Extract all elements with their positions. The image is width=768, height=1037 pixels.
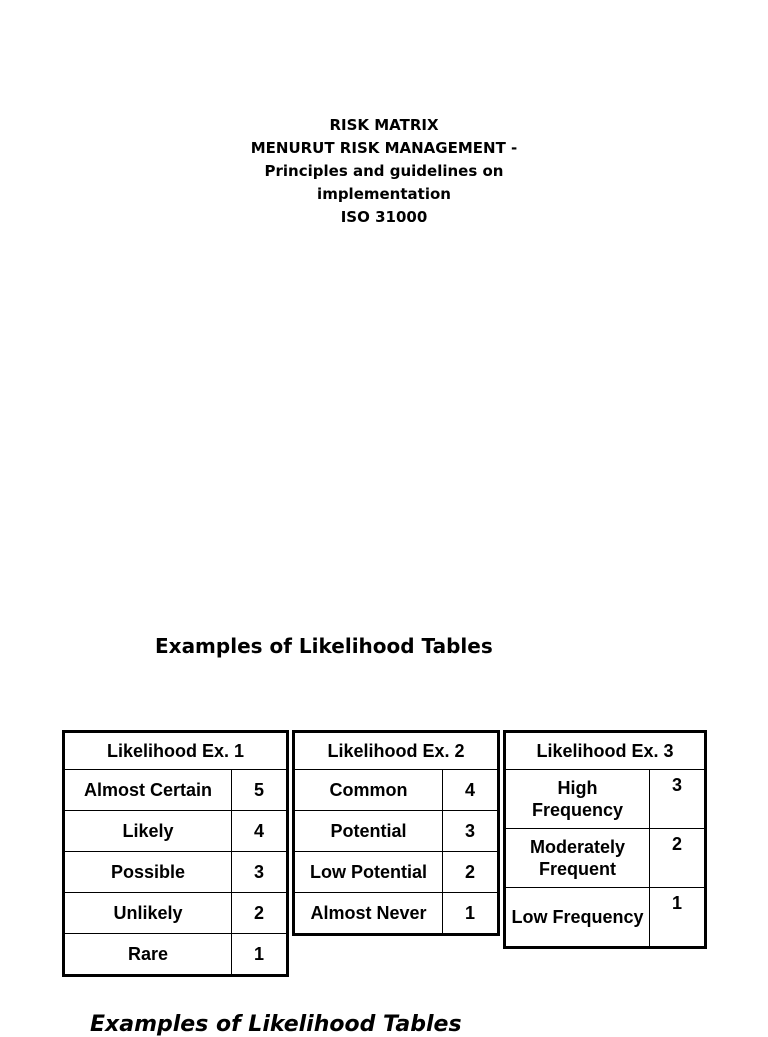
title-line: RISK MATRIX [329, 116, 439, 134]
table-header: Likelihood Ex. 1 [64, 732, 288, 770]
likelihood-label: Possible [64, 852, 232, 893]
table-row [64, 811, 288, 852]
table-row [294, 770, 499, 811]
likelihood-table-2 [292, 730, 500, 936]
document-title [0, 114, 768, 229]
title-line: Principles and guidelines on [264, 162, 504, 180]
likelihood-value: 1 [443, 893, 499, 935]
likelihood-label: Potential [294, 811, 443, 852]
title-line: implementation [317, 185, 451, 203]
cutoff-heading: Examples of Likelihood Tables [90, 1012, 462, 1037]
likelihood-value: 4 [232, 811, 288, 852]
likelihood-label: Common [294, 770, 443, 811]
likelihood-label: Low Frequency [505, 888, 650, 948]
title-line: ISO 31000 [340, 208, 428, 226]
table-row [505, 770, 706, 829]
likelihood-label: Likely [64, 811, 232, 852]
section-heading: Examples of Likelihood Tables [155, 634, 493, 658]
table-row [64, 893, 288, 934]
table-row [64, 934, 288, 976]
likelihood-table-1 [62, 730, 289, 977]
likelihood-value: 2 [232, 893, 288, 934]
likelihood-value: 1 [650, 888, 706, 948]
table-row [505, 829, 706, 888]
likelihood-value: 1 [232, 934, 288, 976]
likelihood-label: Almost Never [294, 893, 443, 935]
likelihood-label: High Frequency [505, 770, 650, 829]
table-row [294, 811, 499, 852]
likelihood-value: 2 [443, 852, 499, 893]
likelihood-value: 3 [650, 770, 706, 829]
table-row [505, 888, 706, 948]
likelihood-value: 4 [443, 770, 499, 811]
likelihood-table-3 [503, 730, 707, 949]
table-row [294, 893, 499, 935]
likelihood-value: 3 [232, 852, 288, 893]
table-header: Likelihood Ex. 2 [294, 732, 499, 770]
table-row [294, 852, 499, 893]
likelihood-label: Moderately Frequent [505, 829, 650, 888]
likelihood-label: Rare [64, 934, 232, 976]
likelihood-value: 3 [443, 811, 499, 852]
likelihood-label: Unlikely [64, 893, 232, 934]
table-row [64, 770, 288, 811]
likelihood-label: Almost Certain [64, 770, 232, 811]
table-row [64, 852, 288, 893]
likelihood-label: Low Potential [294, 852, 443, 893]
likelihood-value: 2 [650, 829, 706, 888]
title-line: MENURUT RISK MANAGEMENT - [250, 139, 518, 157]
table-header: Likelihood Ex. 3 [505, 732, 706, 770]
likelihood-value: 5 [232, 770, 288, 811]
